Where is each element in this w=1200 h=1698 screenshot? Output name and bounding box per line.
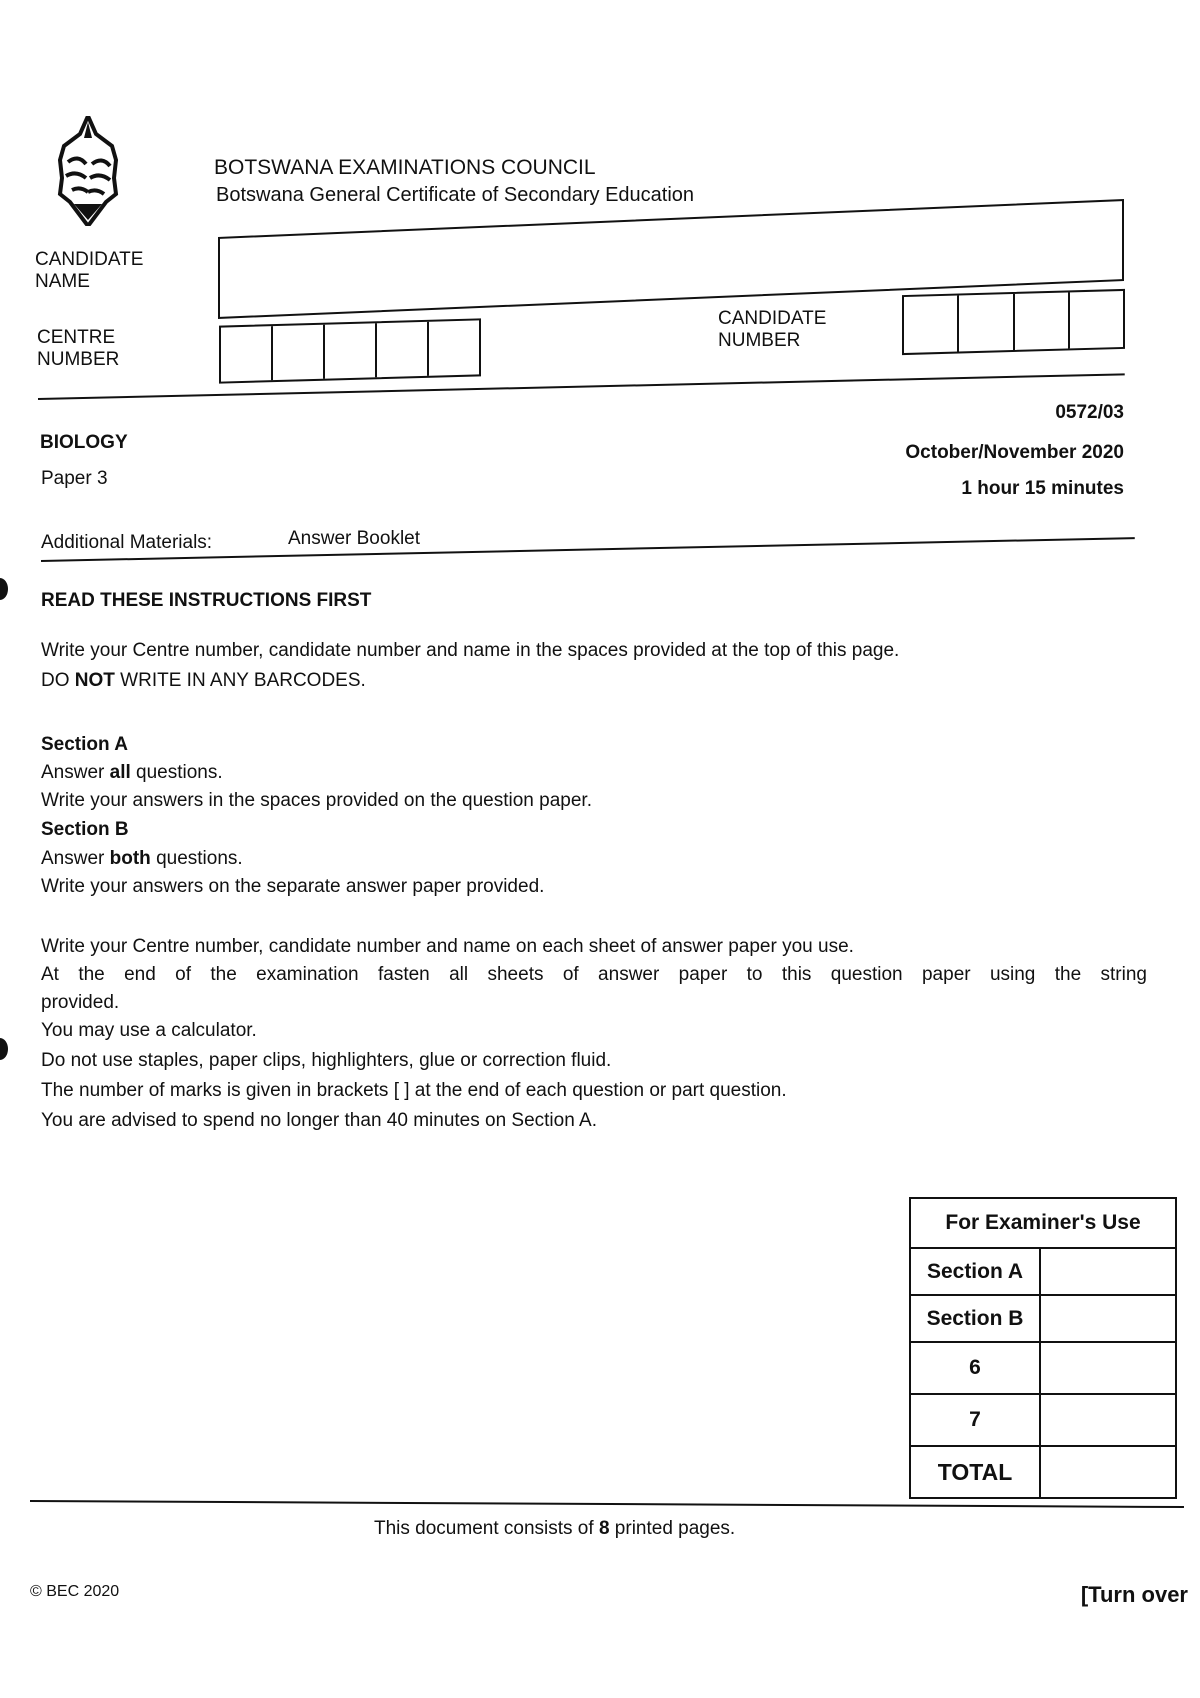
punch-hole-mark xyxy=(0,1038,8,1060)
instruction-line: The number of marks is given in brackets [ ] at the end of each question or part question. xyxy=(41,1080,787,1101)
instruction-line: You are advised to spend no longer than 40 minutes on Section A. xyxy=(41,1110,597,1131)
instructions xyxy=(41,590,1161,1150)
page-count-note: This document consists of 8 printed pages. xyxy=(374,1518,736,1539)
centre-number-label: CENTRE NUMBER xyxy=(37,327,120,370)
mark-cell[interactable] xyxy=(1040,1446,1176,1498)
instruction-line: Answer all questions. xyxy=(41,762,223,783)
candidate-name-label: CANDIDATE NAME xyxy=(35,249,144,292)
mark-cell[interactable] xyxy=(1040,1248,1176,1295)
row-label: Section B xyxy=(910,1295,1040,1342)
mark-cell[interactable] xyxy=(1040,1342,1176,1394)
table-row xyxy=(910,1342,1176,1394)
row-label: TOTAL xyxy=(910,1446,1040,1498)
instruction-line: Answer both questions. xyxy=(41,848,243,869)
bec-logo-icon xyxy=(50,116,126,226)
examiners-use-table xyxy=(909,1197,1177,1499)
turn-over: [Turn over xyxy=(1080,1582,1188,1607)
table-row xyxy=(910,1295,1176,1342)
row-label: 7 xyxy=(910,1394,1040,1446)
mark-cell[interactable] xyxy=(1040,1394,1176,1446)
examiners-use-title: For Examiner's Use xyxy=(910,1198,1176,1248)
punch-hole-mark xyxy=(0,578,8,600)
instruction-line: Write your Centre number, candidate number and name on each sheet of answer paper you use. xyxy=(41,936,854,957)
centre-number-field[interactable] xyxy=(219,318,481,383)
paper-number: Paper 3 xyxy=(41,468,108,489)
additional-materials-value: Answer Booklet xyxy=(288,528,421,549)
row-label: Section A xyxy=(910,1248,1040,1295)
instruction-line: Write your Centre number, candidate number and name in the spaces provided at the top of this page. xyxy=(41,640,900,661)
table-row xyxy=(910,1248,1176,1295)
instructions-heading: READ THESE INSTRUCTIONS FIRST xyxy=(41,590,372,611)
instruction-line: You may use a calculator. xyxy=(41,1020,257,1041)
section-a-heading: Section A xyxy=(41,734,128,755)
instruction-line: Do not use staples, paper clips, highlighters, glue or correction fluid. xyxy=(41,1050,612,1071)
instruction-line: provided. xyxy=(41,992,120,1013)
table-row xyxy=(910,1394,1176,1446)
duration: 1 hour 15 minutes xyxy=(961,478,1124,499)
instruction-line: Write your answers on the separate answer paper provided. xyxy=(41,876,545,897)
certificate-name: Botswana General Certificate of Secondary Education xyxy=(216,184,695,206)
instruction-line: DO NOT WRITE IN ANY BARCODES. xyxy=(41,670,366,691)
instruction-line: Write your answers in the spaces provided on the question paper. xyxy=(41,790,592,811)
instruction-line: At the end of the examination fasten all sheets of answer paper to this question paper using the string xyxy=(41,964,1147,985)
paper-code: 0572/03 xyxy=(1055,402,1124,423)
additional-materials-label: Additional Materials: xyxy=(41,532,213,553)
section-b-heading: Section B xyxy=(41,819,129,840)
copyright: © BEC 2020 xyxy=(30,1583,120,1600)
candidate-number-label: CANDIDATE NUMBER xyxy=(718,308,827,351)
organisation-name: BOTSWANA EXAMINATIONS COUNCIL xyxy=(214,156,596,179)
exam-session: October/November 2020 xyxy=(905,442,1124,463)
table-row xyxy=(910,1446,1176,1498)
divider xyxy=(38,373,1125,400)
candidate-number-field[interactable] xyxy=(902,289,1125,355)
mark-cell[interactable] xyxy=(1040,1295,1176,1342)
subject: BIOLOGY xyxy=(40,432,128,453)
divider xyxy=(30,1500,1184,1508)
row-label: 6 xyxy=(910,1342,1040,1394)
